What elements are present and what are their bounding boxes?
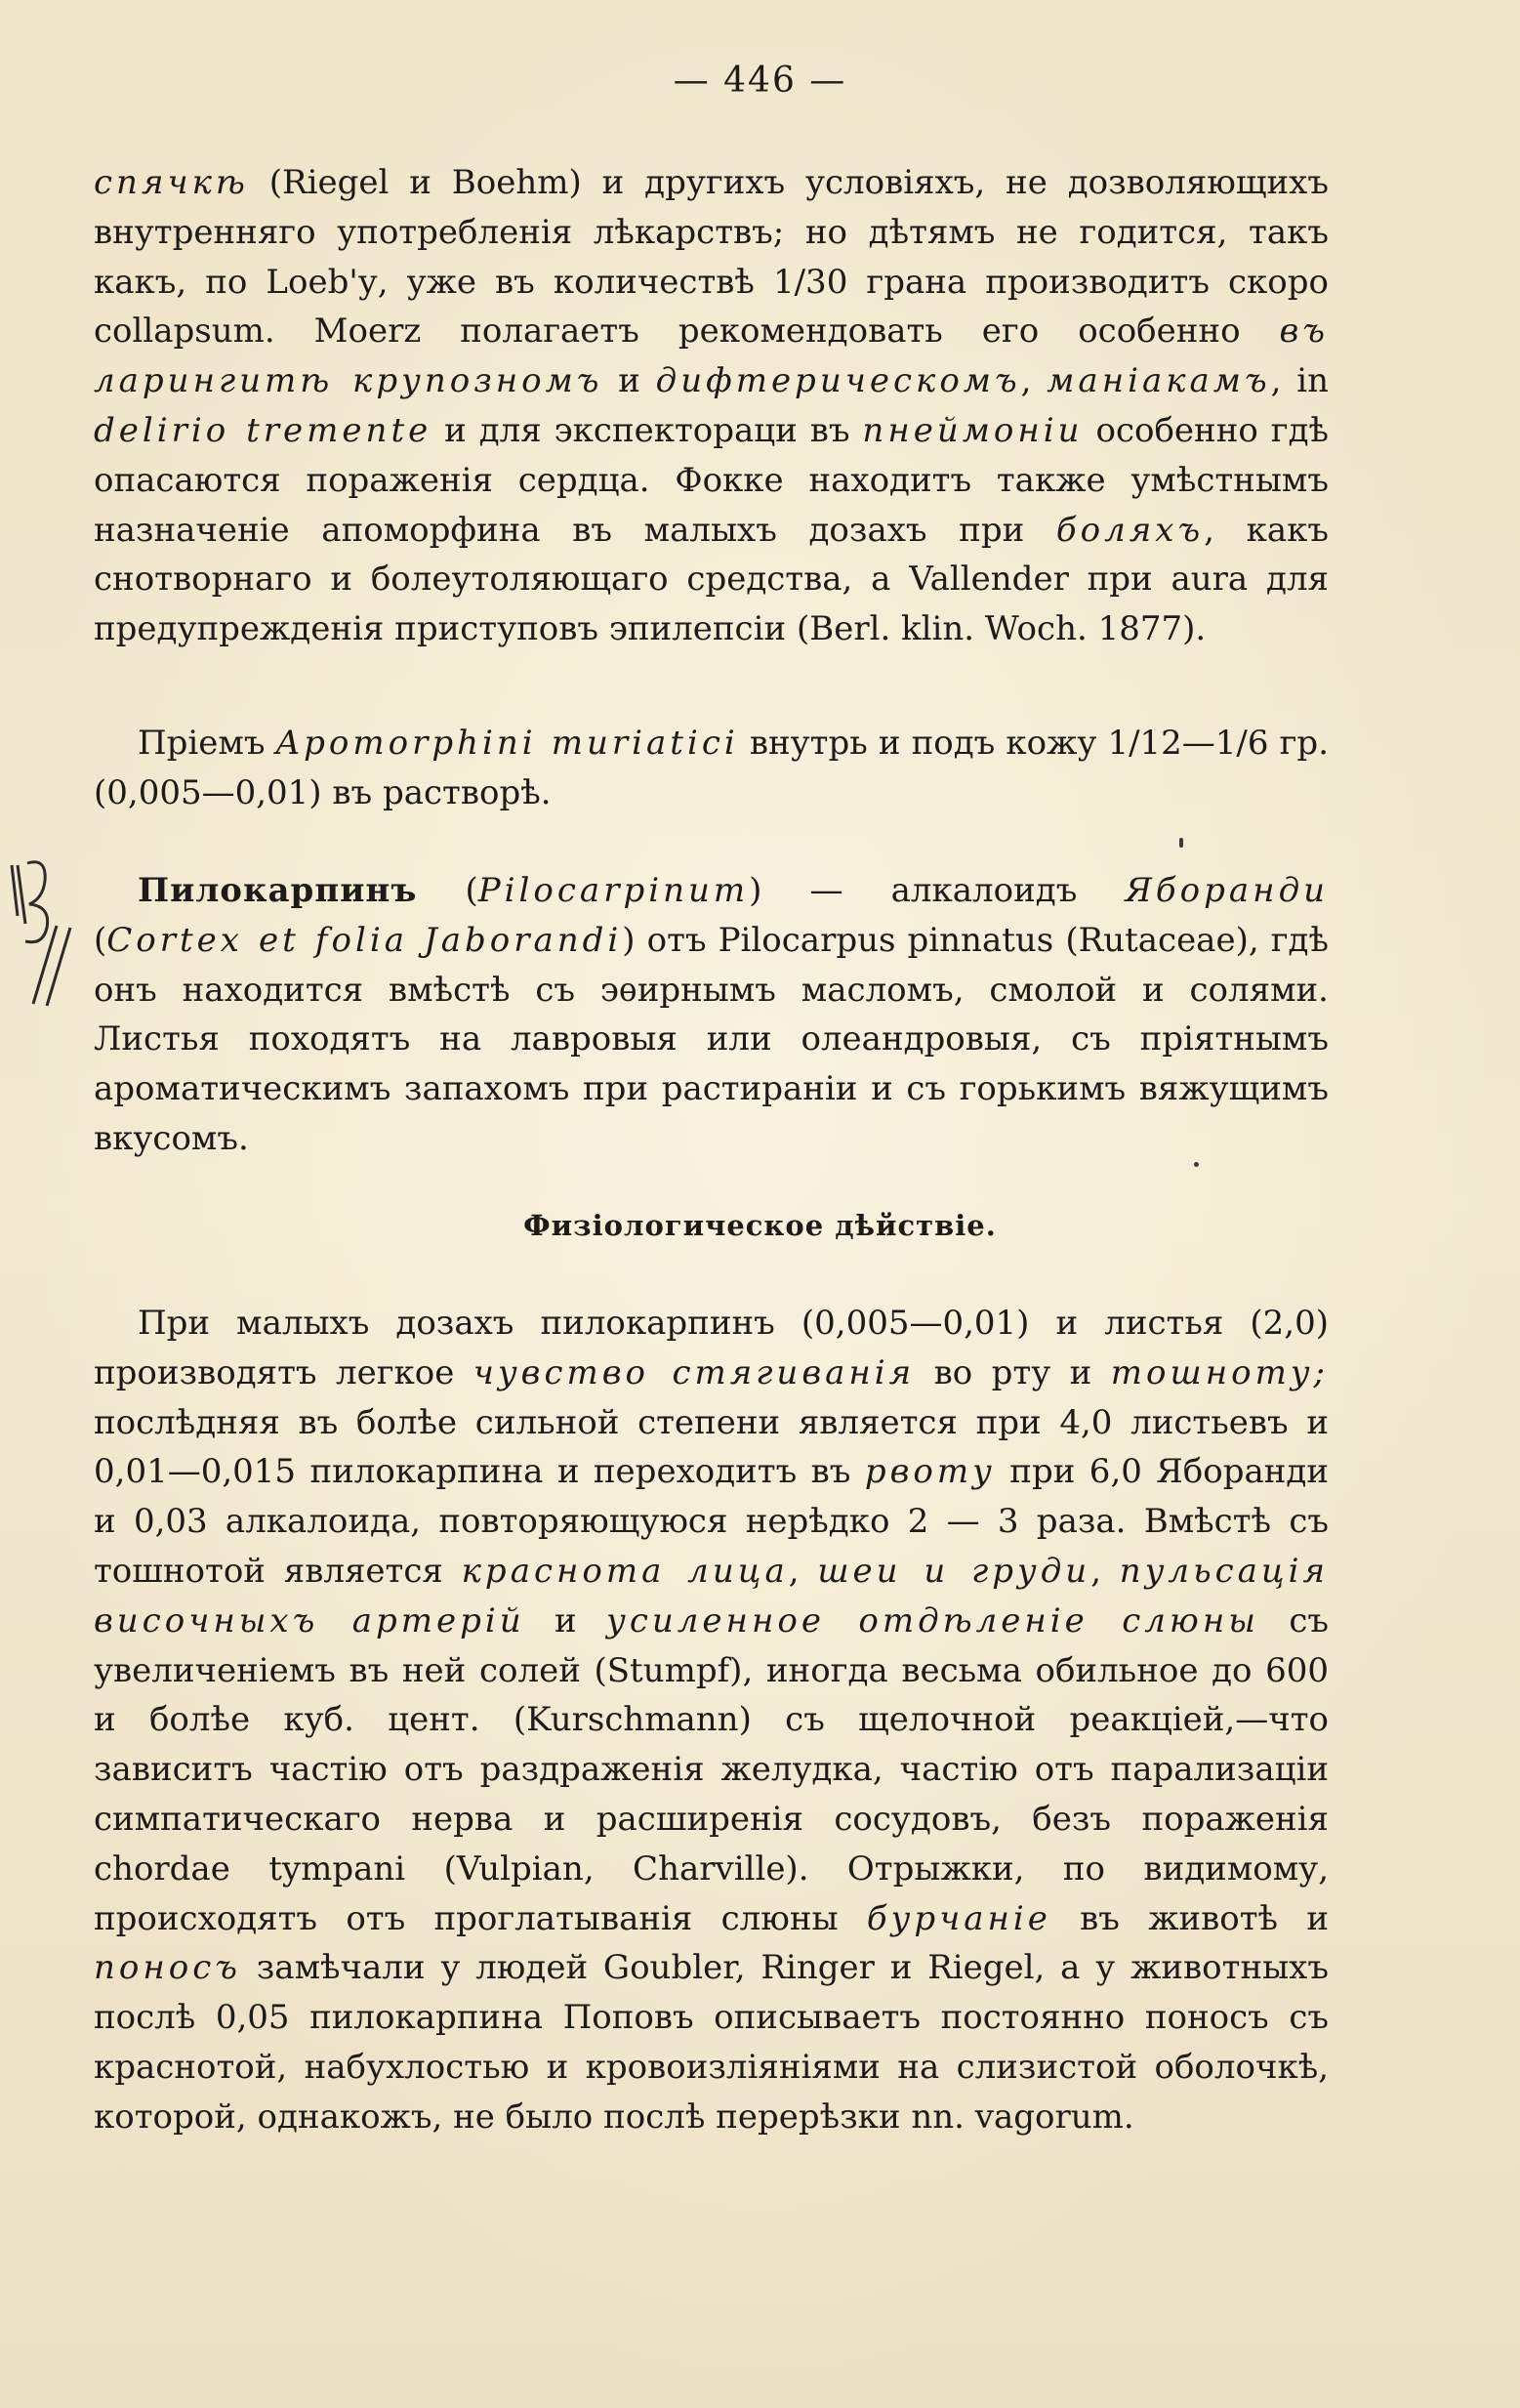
- term-cortex-folia: Cortex et folia Jaborandi: [106, 920, 623, 960]
- text-run: ) — алкалоидъ: [749, 871, 1126, 910]
- text-run: во рту и: [915, 1352, 1111, 1392]
- term-pneumonia: пнеймонiи: [862, 410, 1084, 450]
- term-diphtheric: дифтерическомъ: [655, 361, 1021, 401]
- text-run: замѣчали у людей Goubler, Ringer и Riegel, а у животныхъ послѣ 0,05 пилокарпина Поповъ описываетъ постоянно поносъ съ краснотой, набухлостью и кровоизлiянiями на слизистой оболочкѣ, которой, однакожъ, не было послѣ перерѣзки nn. vagorum.: [94, 1948, 1329, 2137]
- text-run: въ животѣ и: [1050, 1898, 1329, 1938]
- text-run: послѣдняя въ болѣе сильной степени является при 4,0 листьевъ и 0,01—0,015 пилокарпина и переходитъ въ: [94, 1402, 1329, 1492]
- term-jaborandi: Яборанди: [1125, 871, 1330, 910]
- text-run: ) отъ Pilocarpus pinnatus (Rutaceae), гдѣ онъ находится вмѣстѣ съ эѳирнымъ масломъ, смолой и солями. Листья походятъ на лавровыя или олеандровыя, съ прiятнымъ ароматическимъ запахомъ при растиранiи и съ горькимъ вяжущимъ вкусомъ.: [94, 920, 1329, 1158]
- term-salivation: усиленное отдѣленiе слюны: [606, 1600, 1259, 1640]
- text-run: съ увеличенiемъ въ ней солей (Stumpf), иногда весьма обильное до 600 и болѣе куб. цент. (Kurschmann) съ щелочной реакцiей,—что зависитъ частiю отъ раздраженiя желудка, частiю отъ парализацiи симпатическаго нерва и расширенiя сосудовъ, безъ пораженiя chordae tympani (Vulpian, Charville). Отрыжки, по видимому, происходятъ отъ проглатыванiя слюны: [94, 1600, 1329, 1938]
- text-run: (: [94, 920, 107, 960]
- term-apomorphini-muriatici: Apomorphini muriatici: [275, 724, 739, 763]
- term-neck-chest: шеи и груди: [817, 1551, 1091, 1591]
- term-pilocarpinum: Pilocarpinum: [477, 871, 750, 910]
- term-diarrhea: поносъ: [94, 1948, 241, 1988]
- paragraph-physiological-action: [94, 1299, 1329, 2142]
- text-run: внутрь и подъ кожу 1/12—1/6 гр. (0,005—0,01) въ растворѣ.: [94, 724, 1329, 812]
- pencil-tick: [1179, 838, 1183, 848]
- text-run: При малыхъ дозахъ пилокарпинъ (0,005—0,01) и листья (2,0) производятъ легкое: [94, 1304, 1329, 1392]
- fraction: 1/30: [772, 262, 848, 302]
- text-run: , какъ снотворнаго и болеутоляющаго средства, а Vallender при aura для предупрежденiя приступовъ эпилепсiи (Berl. klin. Woch. 1877).: [94, 510, 1329, 649]
- term-spyachka: спячкѣ: [94, 163, 249, 202]
- text-run: ,: [1090, 1551, 1120, 1591]
- text-run: особенно гдѣ опасаются пораженiя сердца. Фокке находитъ также умѣстнымъ назначенiе апоморфина въ малыхъ дозахъ при: [94, 410, 1329, 550]
- text-run: и: [524, 1600, 607, 1640]
- term-laryngitis: въ ларингитѣ крупозномъ: [94, 311, 1329, 401]
- term-vomiting: рвоту: [864, 1452, 996, 1492]
- term-constriction: чувство стягиванiя: [472, 1352, 916, 1392]
- term-pains: боляхъ: [1055, 510, 1205, 550]
- page-number: — 446 —: [673, 61, 847, 101]
- text-run: ,: [1020, 361, 1048, 401]
- lead-pilocarpine: Пилокарпинъ: [138, 871, 418, 910]
- term-pulsation: пульсацiя височныхъ артерiй: [94, 1551, 1329, 1640]
- paragraph-dosage: [94, 719, 1329, 818]
- paragraph-apomorphine-uses: [94, 158, 1329, 654]
- term-rumbling: бурчанiе: [866, 1898, 1051, 1938]
- stray-dot: [1194, 1162, 1199, 1167]
- text-run: и для экспектораци въ: [431, 410, 863, 450]
- term-maniacs: манiакамъ: [1047, 361, 1271, 401]
- handwritten-margin-mark: [0, 848, 78, 1014]
- term-face-redness: краснота лица: [461, 1551, 789, 1591]
- text-run: (Riegel и Boehm) и другихъ условiяхъ, не дозволяющихъ внутренняго употребленiя лѣкарствъ; но дѣтямъ не годится, такъ какъ, по Loeb'у, уже въ количествѣ: [94, 163, 1329, 302]
- term-delirio-tremente: delirio tremente: [94, 410, 432, 450]
- text-run: грана производитъ скоро collapsum. Moerz полагаетъ рекомендовать его особенно: [94, 262, 1329, 352]
- text-run: Прiемъ: [138, 724, 276, 763]
- paragraph-pilocarpine-intro: [94, 866, 1329, 1164]
- term-nausea: тошноту;: [1110, 1352, 1329, 1392]
- section-heading: Физiологическое дѣйствiе.: [523, 1209, 997, 1242]
- text-run: ,: [788, 1551, 818, 1591]
- text-run: , in: [1270, 361, 1329, 401]
- text-run: (: [417, 871, 478, 910]
- text-run: и: [602, 361, 656, 401]
- text-run: при 6,0 Яборанди и 0,03 алкалоида, повторяющуюся нерѣдко 2 — 3 раза. Вмѣстѣ съ тошнотой является: [94, 1452, 1329, 1591]
